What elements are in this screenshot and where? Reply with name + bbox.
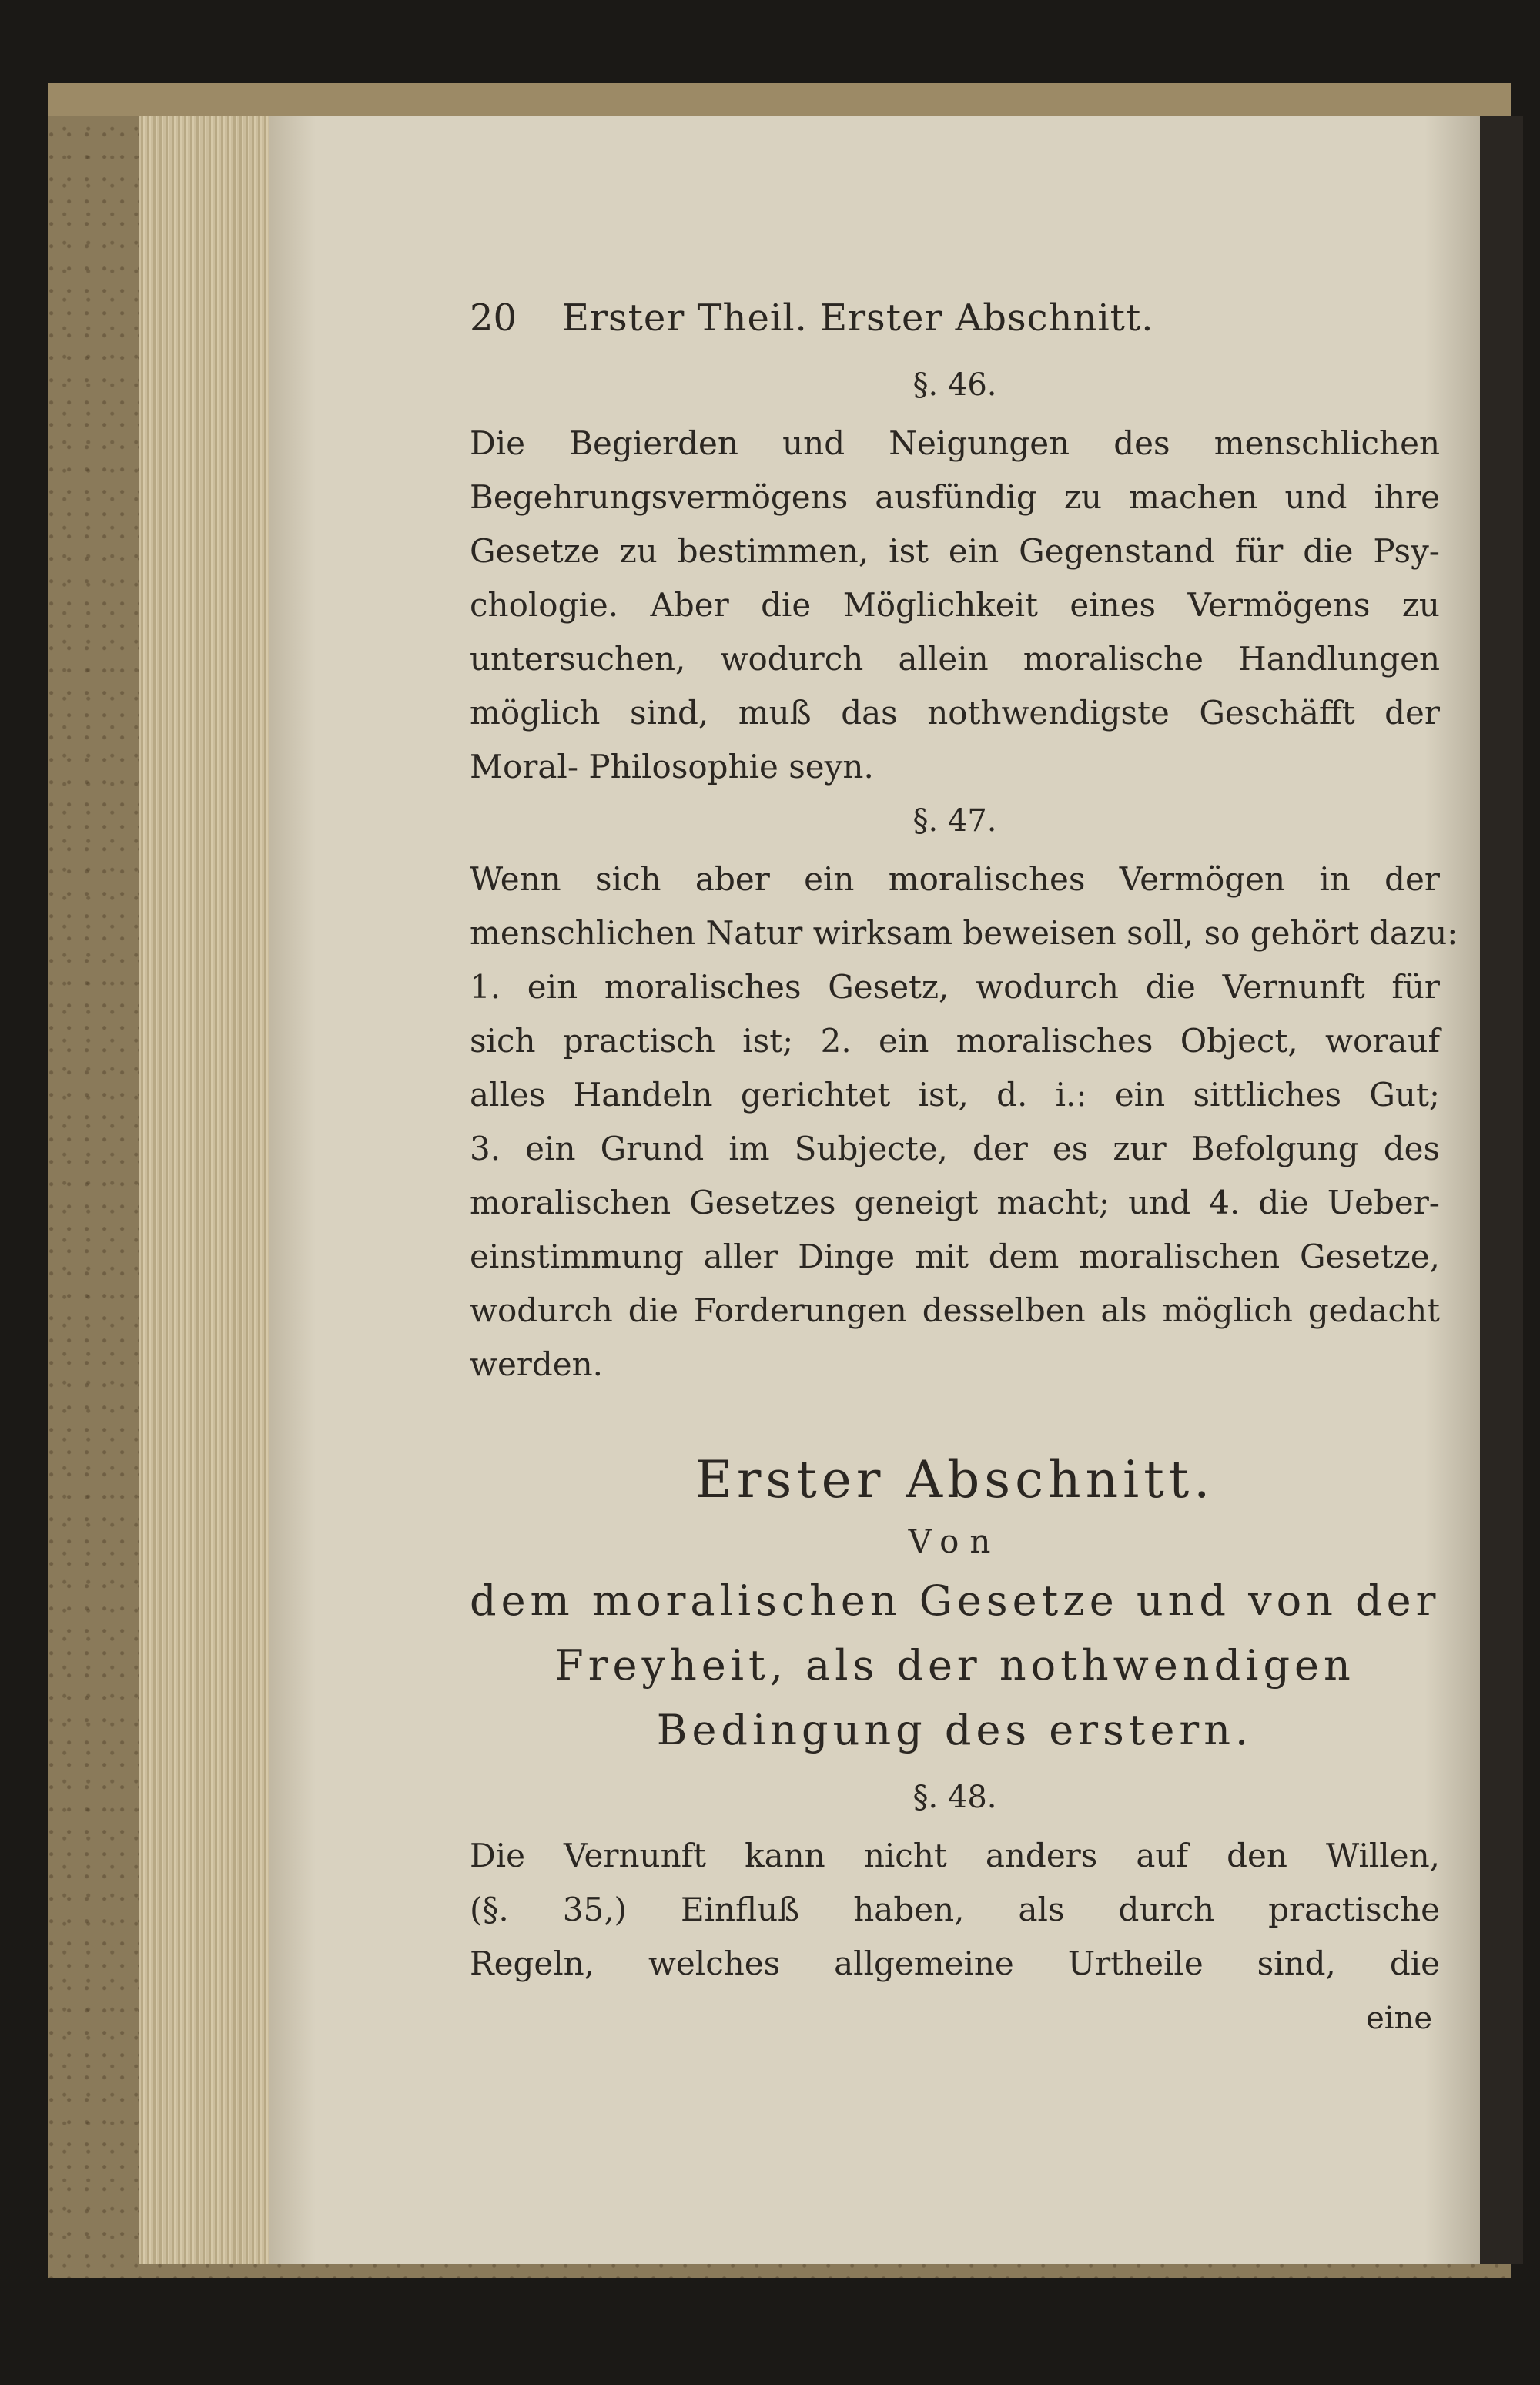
page-text bbox=[470, 296, 1458, 2042]
text-line: Die Begierden und Neigungen des menschlichen bbox=[470, 424, 1440, 462]
text-line: Begehrungsvermögens ausfündig zu machen und ihre bbox=[470, 478, 1440, 516]
text-line: untersuchen, wodurch allein moralische Handlungen bbox=[470, 640, 1440, 678]
section-mark-48: §. 48. bbox=[912, 1780, 997, 1815]
page-shadow bbox=[1480, 116, 1523, 2264]
text-line: menschlichen Natur wirksam beweisen soll, so gehört dazu: bbox=[470, 914, 1458, 952]
text-line: 3. ein Grund im Subjecte, der es zur Befolgung des bbox=[470, 1130, 1440, 1167]
text-line: Gesetze zu bestimmen, ist ein Gegenstand für die Psy- bbox=[470, 532, 1440, 570]
cover-top-edge bbox=[48, 83, 1511, 116]
section-mark-46: §. 46. bbox=[912, 367, 997, 403]
text-line: (§. 35,) Einfluß haben, als durch practische bbox=[470, 1891, 1440, 1928]
text-line: Regeln, welches allgemeine Urtheile sind, die bbox=[470, 1945, 1440, 1982]
text-line: alles Handeln gerichtet ist, d. i.: ein sittliches Gut; bbox=[470, 1076, 1440, 1114]
page-number: 20 bbox=[470, 296, 517, 340]
text-line: möglich sind, muß das nothwendigste Geschäfft der bbox=[470, 694, 1440, 732]
page-edges bbox=[139, 116, 285, 2264]
text-line: Wenn sich aber ein moralisches Vermögen in der bbox=[470, 860, 1440, 898]
chapter-subtitle-line: dem moralischen Gesetze und von der bbox=[470, 1576, 1441, 1625]
text-line: chologie. Aber die Möglichkeit eines Vermögens zu bbox=[470, 586, 1440, 624]
running-title: Erster Theil. Erster Abschnitt. bbox=[562, 296, 1154, 340]
chapter-von: Von bbox=[908, 1522, 1002, 1560]
paragraph-47 bbox=[470, 853, 1458, 1392]
text-line: einstimmung aller Dinge mit dem moralischen Gesetze, bbox=[470, 1238, 1440, 1275]
catchword: eine bbox=[1366, 2001, 1432, 2036]
section-mark-47: §. 47. bbox=[912, 803, 997, 839]
text-line: wodurch die Forderungen desselben als möglich gedacht bbox=[470, 1291, 1440, 1329]
text-line: 1. ein moralisches Gesetz, wodurch die Vernunft für bbox=[470, 968, 1440, 1006]
page-header bbox=[470, 296, 1440, 358]
text-line: Moral- Philosophie seyn. bbox=[470, 748, 874, 786]
text-line: Die Vernunft kann nicht anders auf den Willen, bbox=[470, 1837, 1440, 1874]
paragraph-48 bbox=[470, 1829, 1440, 1991]
chapter-subtitle-line: Freyheit, als der nothwendigen bbox=[554, 1641, 1355, 1690]
paragraph-46 bbox=[470, 417, 1440, 794]
text-line: werden. bbox=[470, 1345, 604, 1383]
text-line: moralischen Gesetzes geneigt macht; und 4. die Ueber- bbox=[470, 1184, 1440, 1221]
chapter-heading bbox=[470, 1445, 1440, 1763]
chapter-subtitle-line: Bedingung des erstern. bbox=[656, 1706, 1254, 1754]
text-line: sich practisch ist; 2. ein moralisches Object, worauf bbox=[470, 1022, 1440, 1060]
chapter-title: Erster Abschnitt. bbox=[695, 1450, 1215, 1509]
